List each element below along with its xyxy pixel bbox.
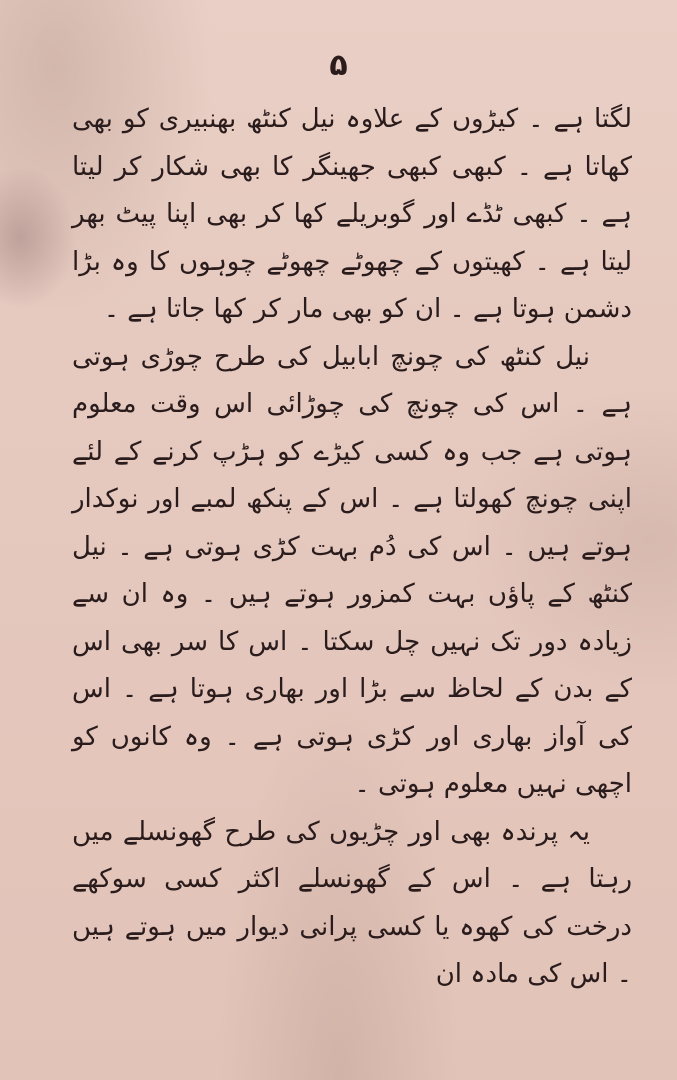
paragraph-2: نیل کنٹھ کی چونچ ابابیل کی طرح چوڑی ہوتی ہے ۔ اس کی چونچ کی چوڑائی اس وقت معلوم ہوتی ہے جب وہ کسی کیڑے کو ہڑپ کرنے کے لئے اپنی چونچ کھولتا ہے ۔ اس کے پنکھ لمبے اور نوکدار ہوتے ہیں ۔ اس کی دُم بہت کڑی ہوتی ہے ۔ نیل کنٹھ کے پاؤں بہت کمزور ہوتے ہیں ۔ وہ ان سے زیادہ دور تک نہیں چل سکتا ۔ اس کا سر بھی اس کے بدن کے لحاظ سے بڑا اور بھاری ہوتا ہے ۔ اس کی آواز بھاری اور کڑی ہوتی ہے ۔ وہ کانوں کو اچھی نہیں معلوم ہوتی ۔ bbox=[72, 341, 632, 799]
paragraph-3: یہ پرندہ بھی اور چڑیوں کی طرح گھونسلے میں رہتا ہے ۔ اس کے گھونسلے اکثر کسی سوکھے درخت کی کھوہ یا کسی پرانی دیوار میں ہوتے ہیں ۔ اس کی مادہ ان bbox=[72, 816, 632, 989]
paragraph-1: لگتا ہے ۔ کیڑوں کے علاوہ نیل کنٹھ بھنبیری کو بھی کھاتا ہے ۔ کبھی کبھی جھینگر کا بھی شکار کر لیتا ہے ۔ کبھی ٹڈے اور گوبریلے کھا کر بھی اپنا پیٹ بھر لیتا ہے ۔ کھیتوں کے چھوٹے چھوٹے چوہوں کا وہ بڑا دشمن ہوتا ہے ۔ ان کو بھی مار کر کھا جاتا ہے ۔ bbox=[72, 104, 632, 324]
page-number: ۵ bbox=[329, 48, 348, 83]
page-body bbox=[72, 96, 632, 999]
